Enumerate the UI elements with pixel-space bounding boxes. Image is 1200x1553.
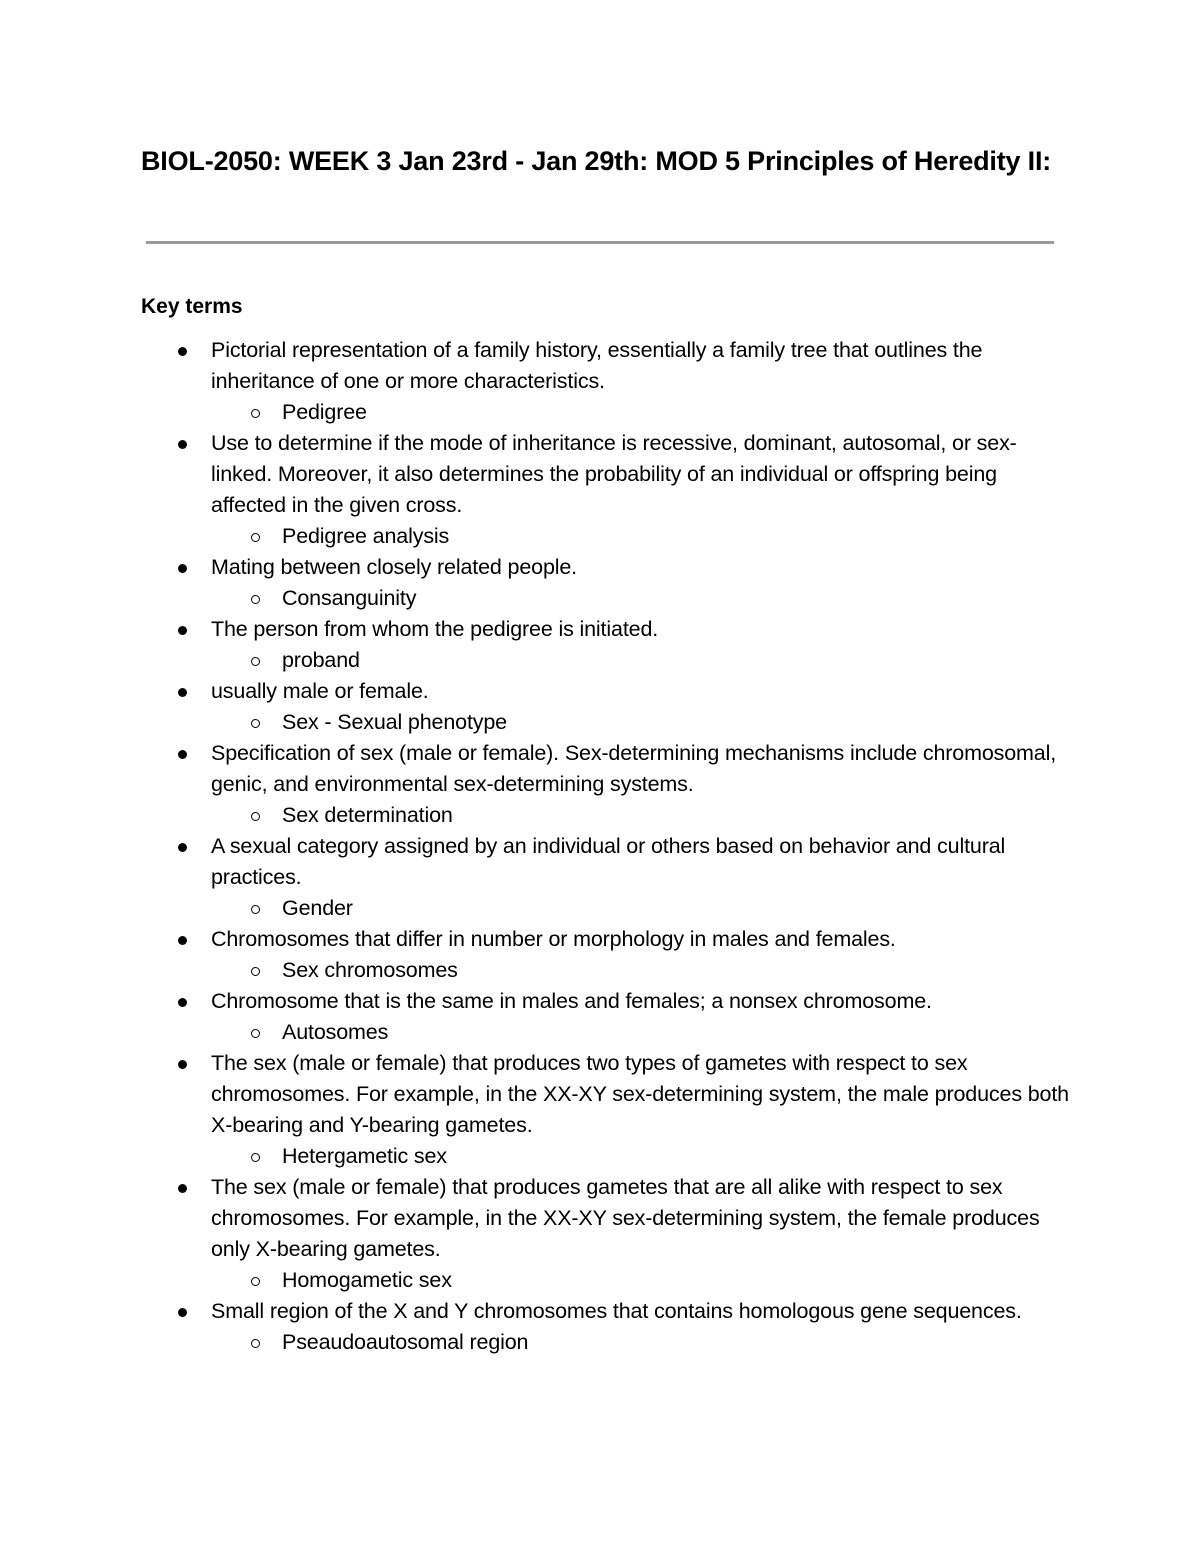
term-text: Hetergametic sex (282, 1144, 447, 1168)
key-term-item (211, 1296, 1071, 1358)
key-term-item (211, 552, 1071, 614)
term-text: Consanguinity (282, 586, 417, 610)
term-definition (211, 738, 1071, 800)
hollow-bullet-icon (251, 1277, 260, 1286)
term-name (211, 521, 1071, 552)
term-name (211, 955, 1071, 986)
term-definition (211, 924, 1071, 955)
page-title: BIOL-2050: WEEK 3 Jan 23rd - Jan 29th: MOD 5 Principles of Heredity II: (141, 146, 1052, 176)
term-definition (211, 831, 1071, 893)
bullet-icon (178, 347, 187, 356)
bullet-icon (178, 688, 187, 697)
definition-text: Use to determine if the mode of inheritance is recessive, dominant, autosomal, or sex-linked. Moreover, it also determines the probability of an individual or offspring being affected in the given cross. (211, 431, 1017, 517)
definition-text: Pictorial representation of a family history, essentially a family tree that outlines the inheritance of one or more characteristics. (211, 338, 983, 393)
key-term-item (211, 1048, 1071, 1172)
hollow-bullet-icon (251, 657, 260, 666)
term-name (211, 397, 1071, 428)
definition-text: Specification of sex (male or female). Sex-determining mechanisms include chromosomal, genic, and environmental sex-determining systems. (211, 741, 1057, 796)
bullet-icon (178, 626, 187, 635)
key-term-item (211, 924, 1071, 986)
term-text: Pedigree analysis (282, 524, 450, 548)
term-name (211, 800, 1071, 831)
term-text: Pseaudoautosomal region (282, 1330, 529, 1354)
hollow-bullet-icon (251, 967, 260, 976)
horizontal-divider (146, 241, 1054, 244)
term-text: Homogametic sex (282, 1268, 452, 1292)
definition-text: A sexual category assigned by an individual or others based on behavior and cultural practices. (211, 834, 1006, 889)
term-definition (211, 335, 1071, 397)
key-term-item (211, 676, 1071, 738)
term-text: Autosomes (282, 1020, 389, 1044)
term-name (211, 707, 1071, 738)
key-term-item (211, 738, 1071, 831)
definition-text: The person from whom the pedigree is initiated. (211, 617, 659, 641)
term-text: Pedigree (282, 400, 367, 424)
hollow-bullet-icon (251, 595, 260, 604)
term-definition (211, 552, 1071, 583)
hollow-bullet-icon (251, 719, 260, 728)
term-definition (211, 1296, 1071, 1327)
term-name (211, 583, 1071, 614)
hollow-bullet-icon (251, 1339, 260, 1348)
hollow-bullet-icon (251, 905, 260, 914)
term-name (211, 1141, 1071, 1172)
term-name (211, 1327, 1071, 1358)
key-term-item (211, 335, 1071, 428)
term-text: Sex chromosomes (282, 958, 458, 982)
definition-text: The sex (male or female) that produces two types of gametes with respect to sex chromosomes. For example, in the XX-XY sex-determining system, the male produces both X-bearing and Y-bearing gametes. (211, 1051, 1069, 1137)
definition-text: Chromosomes that differ in number or morphology in males and females. (211, 927, 896, 951)
definition-text: Chromosome that is the same in males and females; a nonsex chromosome. (211, 989, 932, 1013)
term-definition (211, 614, 1071, 645)
definition-text: Mating between closely related people. (211, 555, 578, 579)
term-definition (211, 428, 1071, 521)
bullet-icon (178, 1308, 187, 1317)
bullet-icon (178, 440, 187, 449)
term-name (211, 893, 1071, 924)
term-name (211, 1265, 1071, 1296)
hollow-bullet-icon (251, 812, 260, 821)
bullet-icon (178, 998, 187, 1007)
bullet-icon (178, 564, 187, 573)
key-term-item (211, 1172, 1071, 1296)
definition-text: Small region of the X and Y chromosomes that contains homologous gene sequences. (211, 1299, 1022, 1323)
bullet-icon (178, 1184, 187, 1193)
key-term-item (211, 614, 1071, 676)
definition-text: usually male or female. (211, 679, 429, 703)
hollow-bullet-icon (251, 533, 260, 542)
term-definition (211, 676, 1071, 707)
term-text: Sex - Sexual phenotype (282, 710, 507, 734)
hollow-bullet-icon (251, 1029, 260, 1038)
key-term-item (211, 428, 1071, 552)
hollow-bullet-icon (251, 409, 260, 418)
term-name (211, 645, 1071, 676)
bullet-icon (178, 750, 187, 759)
key-term-item (211, 986, 1071, 1048)
bullet-icon (178, 1060, 187, 1069)
term-text: Gender (282, 896, 353, 920)
term-text: Sex determination (282, 803, 453, 827)
term-definition (211, 1172, 1071, 1265)
term-name (211, 1017, 1071, 1048)
key-term-item (211, 831, 1071, 924)
term-definition (211, 1048, 1071, 1141)
definition-text: The sex (male or female) that produces gametes that are all alike with respect to sex chromosomes. For example, in the XX-XY sex-determining system, the female produces only X-bearing gametes. (211, 1175, 1040, 1261)
bullet-icon (178, 843, 187, 852)
term-definition (211, 986, 1071, 1017)
section-heading: Key terms (141, 295, 243, 318)
term-text: proband (282, 648, 360, 672)
hollow-bullet-icon (251, 1153, 260, 1162)
key-terms-list (211, 335, 1071, 1358)
bullet-icon (178, 936, 187, 945)
